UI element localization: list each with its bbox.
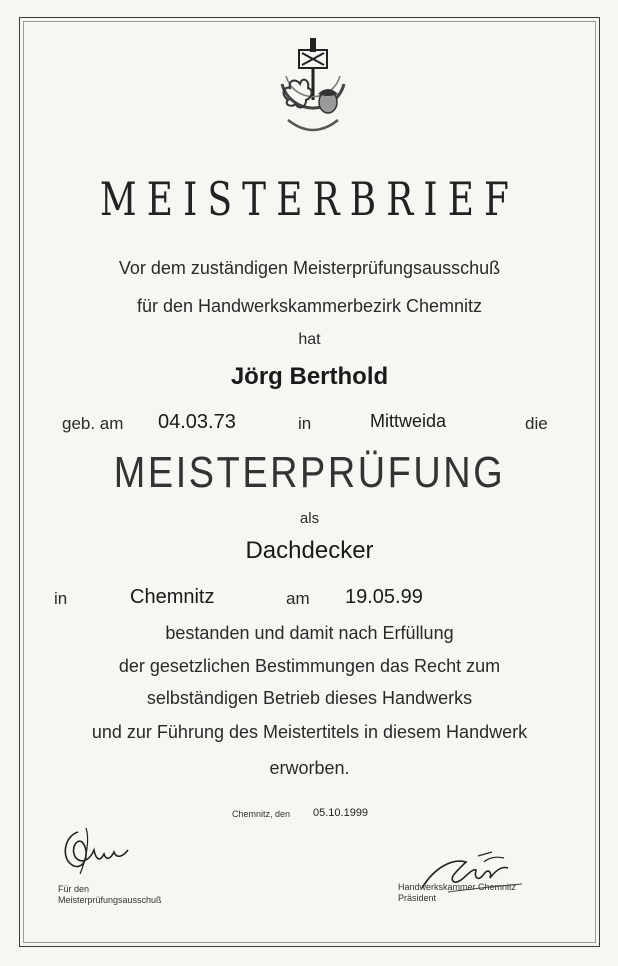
birth-in-label: in [298,414,312,433]
birth-label: geb. am [62,414,124,433]
birth-row [0,410,618,440]
exam-title: MEISTERPRÜFUNG [113,448,506,497]
exam-place: Chemnitz [130,586,215,608]
signature-left-line-1: Für den [58,884,90,894]
holder-name: Jörg Berthold [230,363,389,390]
intro-line-1: Vor dem zuständigen Meisterprüfungsausschuß [118,258,501,278]
guild-emblem-icon [272,36,354,156]
hat-text: hat [298,331,321,348]
paragraph-line-2: der gesetzlichen Bestimmungen das Recht zum [118,656,501,676]
birth-place: Mittweida [370,411,447,431]
paragraph-line-5: erworben. [269,758,350,778]
exam-date: 19.05.99 [345,586,423,608]
signature-right-caption [398,882,516,904]
birth-date: 04.03.73 [158,411,236,433]
paragraph-line-1: bestanden und damit nach Erfüllung [165,623,454,643]
signature-right-line-1: Handwerkskammer Chemnitz [398,882,517,892]
issue-date: 05.10.1999 [313,807,369,819]
signature-left-line-2: Meisterprüfungsausschuß [58,895,162,905]
als-text: als [299,510,320,527]
exam-row [0,585,618,615]
signature-left-caption [58,884,162,906]
signature-left-icon [56,820,136,880]
paragraph-line-4: und zur Führung des Meistertitels in diesem Handwerk [91,722,528,742]
trade-name: Dachdecker [245,537,374,564]
issue-prefix: Chemnitz, den [232,809,291,819]
paragraph-line-3: selbständigen Betrieb dieses Handwerks [146,688,473,708]
exam-am-label: am [286,589,310,608]
exam-in-label: in [54,589,68,608]
die-text: die [525,414,548,433]
certificate-title: MEISTERBRIEF [99,172,520,226]
signature-right-line-2: Präsident [398,893,437,903]
intro-line-2: für den Handwerkskammerbezirk Chemnitz [136,296,483,316]
